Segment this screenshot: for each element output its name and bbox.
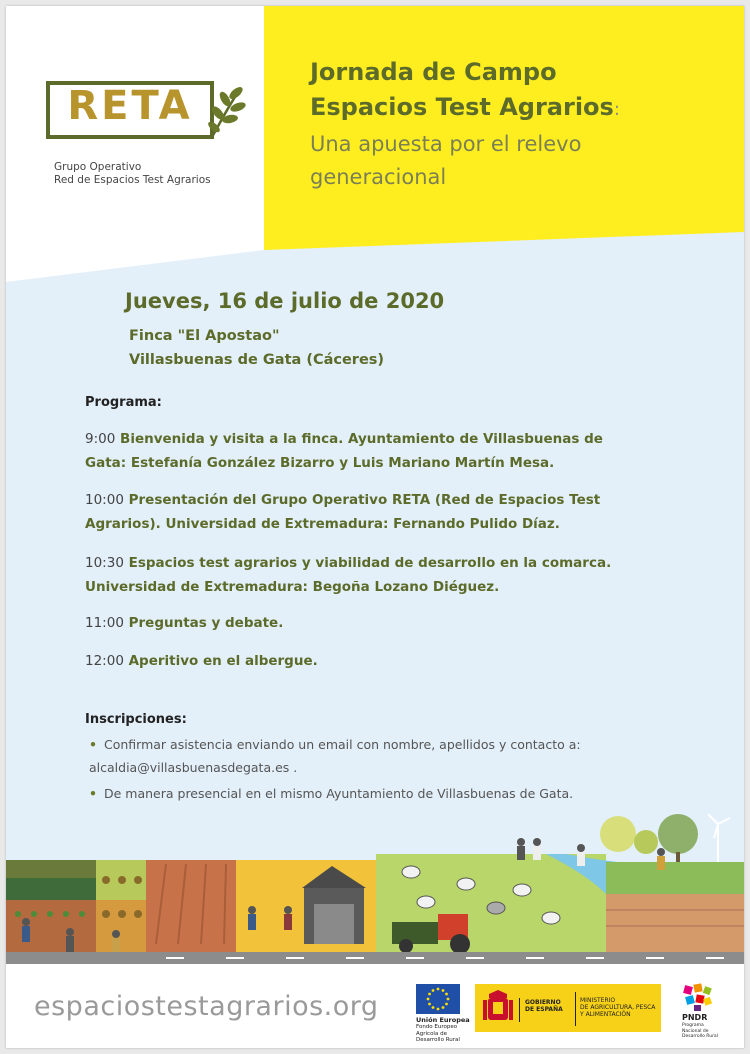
program-time: 11:00 [85,615,124,631]
website-url[interactable]: espaciostestagrarios.org [34,991,379,1022]
eu-small-text: Fondo Europeo Agrícola de Desarrollo Rural [416,1024,460,1043]
program-time: 12:00 [85,653,124,669]
eu-flag-icon [416,984,460,1014]
logo-subtitle-1: Grupo Operativo [54,161,142,173]
program-item [85,488,645,536]
program-text: Bienvenida y visita a la finca. Ayuntamiento de Villasbuenas de Gata: Estefanía González Bizarro y Luis Mariano Martín Mesa. [85,431,603,471]
logo-word: RETA [67,83,193,129]
program-heading: Programa: [85,395,162,410]
venue-location: Villasbuenas de Gata (Cáceres) [129,352,385,368]
pndr-small-text: Programa Nacional de Desarrollo Rural [682,1023,718,1039]
program-item [85,427,645,475]
eu-logo [412,982,470,1043]
title-line-2 [310,93,620,121]
registration-bullet-text: De manera presencial en el mismo Ayuntamiento de Villasbuenas de Gata. [104,786,574,801]
pndr-label: PNDR [682,1013,708,1022]
logo-subtitle-2: Red de Espacios Test Agrarios [54,174,211,186]
venue-name: Finca "El Apostao" [129,328,280,344]
event-date: Jueves, 16 de julio de 2020 [125,289,445,313]
bullet-icon: • [89,737,97,752]
ministry-label-2: DE AGRICULTURA, PESCA [580,1004,656,1011]
registration-bullet-text: Confirmar asistencia enviando un email con nombre, apellidos y contacto a: alcaldia@villasbuenasdegata.es . [89,737,581,775]
program-text: Espacios test agrarios y viabilidad de desarrollo en la comarca. Universidad de Extremadura: Begoña Lozano Diéguez. [85,555,612,595]
title-colon: : [613,99,620,120]
spain-government-logo [475,984,661,1032]
subtitle-line-2: generacional [310,165,447,189]
eu-label: Unión Europea [416,1016,470,1024]
program-text: Presentación del Grupo Operativo RETA (Red de Espacios Test Agrarios). Universidad de Extremadura: Fernando Pulido Díaz. [85,492,601,532]
program-item [85,551,645,599]
olive-branch-icon [206,83,252,143]
program-time: 10:00 [85,492,124,508]
registration-bullet [89,733,639,779]
gov-label-2: DE ESPAÑA [525,1006,563,1013]
subtitle-line-1: Una apuesta por el relevo [310,132,582,156]
poster [6,6,744,1048]
program-item [85,649,645,673]
coat-of-arms-icon [483,990,513,1026]
program-text: Preguntas y debate. [128,615,284,631]
program-time: 10:30 [85,555,124,571]
pndr-mosaic-icon [682,982,714,1012]
pndr-logo [678,982,718,1042]
bullet-icon: • [89,786,97,801]
program-text: Aperitivo en el albergue. [128,653,318,669]
registration-bullet [89,782,649,805]
title-main: Espacios Test Agrarios [310,93,614,121]
gov-label-1: GOBIERNO [525,999,561,1006]
title-line-1: Jornada de Campo [310,58,557,86]
program-time: 9:00 [85,431,116,447]
ministry-label-3: Y ALIMENTACIÓN [580,1011,631,1018]
ministry-label-1: MINISTERIO [580,997,616,1004]
farm-illustration [6,814,744,964]
program-item [85,611,645,635]
registration-heading: Inscripciones: [85,712,187,727]
